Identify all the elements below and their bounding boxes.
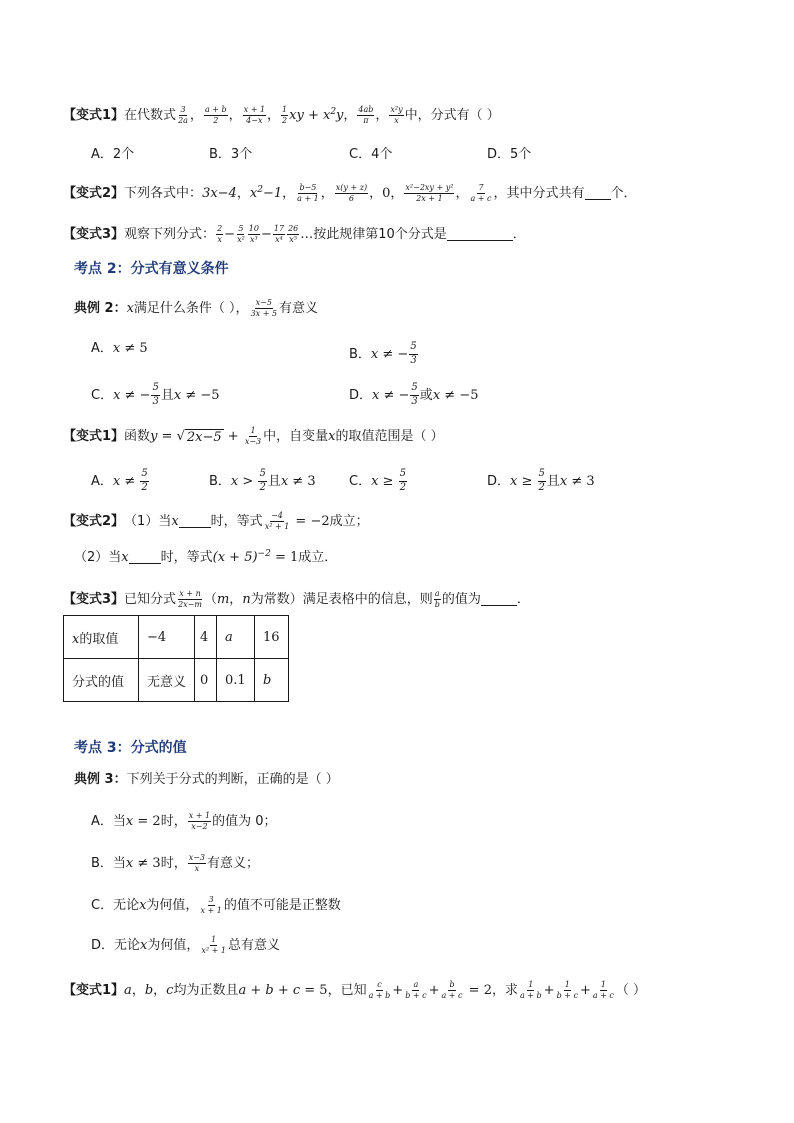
ex3-option-b[interactable]: B．当 x ≠ 3 时， $\frac{x-3}{x}$ 有意义；: [91, 853, 260, 874]
ex3-option-c[interactable]: C．无论 x 为何值， $\frac{3}{x + 1}$ 的值不可能是正整数: [91, 895, 341, 916]
v1-tail: 中，分式有（ ）: [404, 108, 500, 124]
ex2-line: 典例 2： x 满足什么条件（ ）， $\frac{x-5}{3x + 5}$ 有意义: [74, 298, 319, 319]
v22-line1: 【变式2】 （1）当 x 时，等式 $\frac{-4}{\text{x² + 1}}$ = −2 成立；: [63, 511, 369, 532]
v1-option-c[interactable]: C．4个: [349, 147, 393, 162]
kp3-title: 考点 3：分式的值: [74, 740, 187, 756]
table-cell: b: [255, 659, 289, 702]
table-cell: a: [217, 616, 255, 659]
v22-blank-2[interactable]: [129, 552, 161, 564]
v21-mid: 中，自变量: [263, 429, 329, 445]
v1-line: 【变式1】 在代数式 $\frac{3}{2a}$ ， $\frac{a + b}{2}$ ， $\frac{x + 1}{4-x}$ ， $\frac{1}{2}$ xy + $x^2y$ ， $\frac{4ab}{\pi}$ ， $\frac{\text{x²y}}{x}$ 中，分式有（ ）: [63, 105, 500, 126]
v31-line: 【变式1】 a ， b ， c 均为正数且 a + b + c = 5 ，已知 $\frac{c}{a + b}$ + $\frac{a}{b + c}$ + $\frac{b}{a + c}$ = 2 ，求 $\frac{1}{a + b}$ + $\frac{1}{b + c}$ + $\frac{1}{a + c}$ （ ）: [63, 980, 647, 1001]
info-table: [63, 615, 289, 702]
table-row1-head: x的取值: [64, 616, 139, 659]
v21-tail: 的取值范围是（ ）: [335, 429, 444, 445]
ex2-tag: 典例 2：: [74, 301, 127, 317]
table-cell: 4: [195, 616, 217, 659]
v21-option-a[interactable]: A． x ≠ $\frac{5}{2}$: [91, 468, 148, 493]
table-row: [64, 616, 289, 659]
frac-a-plus-b-over-2: $\frac{a + b}{2}$: [204, 105, 227, 126]
ex2-tail: 有意义: [279, 301, 319, 317]
v3-answer-blank[interactable]: [447, 229, 513, 241]
v2-answer-blank[interactable]: [585, 188, 611, 200]
v2-line: 【变式2】 下列各式中： 3x−4 ， $x^2-1$ ， $\frac{b-5}{a + 1}$ ， $\frac{x(y + z)}{6}$ ， 0 ， $\frac{\text{x²−2xy + y²}}{2x + 1}$ ， $\frac{7}{a + c}$ ，其中分式共有 个．: [63, 183, 637, 204]
frac-4ab-over-pi: $\frac{4ab}{\pi}$: [358, 105, 374, 126]
frac-x2y-over-x: $\frac{\text{x²y}}{x}$: [390, 105, 403, 126]
v23-line: 【变式3】 已知分式 $\frac{x + n}{2x-m}$ （ m ， n 为常数）满足表格中的信息，则 $\frac{a}{b}$ 的值为 ．: [63, 589, 530, 610]
v1-lead: 在代数式: [124, 108, 177, 124]
v1-tag: 【变式1】: [63, 108, 125, 124]
v21-option-d[interactable]: D． x ≥ $\frac{5}{2}$ 且 x ≠ 3: [487, 468, 595, 493]
v21-option-c[interactable]: C． x ≥ $\frac{5}{2}$: [349, 468, 406, 493]
ex3-option-a[interactable]: A．当 x = 2 时， $\frac{x + 1}{x-2}$ 的值为 0；: [91, 811, 277, 832]
ex2-lead: 满足什么条件（ ），: [133, 301, 249, 317]
v3-tag: 【变式3】: [63, 227, 125, 243]
ex2-option-d[interactable]: D． x ≠ − $\frac{5}{3}$ 或 x ≠ −5: [349, 382, 479, 407]
v3-tail: 按此规律第10个分式是: [313, 227, 447, 243]
table-cell: 无意义: [139, 659, 195, 702]
kp2-title: 考点 2：分式有意义条件: [74, 261, 229, 277]
table-cell: 16: [255, 616, 289, 659]
v21-tag: 【变式1】: [63, 429, 125, 445]
v21-line: 【变式1】 函数 y = √ 2x−5 + $\frac{1}{x-3}$ 中，自变量 x 的取值范围是（ ）: [63, 426, 444, 447]
v3-end: ．: [512, 227, 526, 243]
v22-tag: 【变式2】: [63, 514, 125, 530]
table-cell: 0.1: [217, 659, 255, 702]
v2-tail: ，其中分式共有: [493, 186, 585, 202]
v22-line2: （2）当 x 时，等式 $(x + 5)^{-2}$ = 1 成立．: [74, 549, 338, 565]
v22-blank-1[interactable]: [179, 516, 211, 528]
frac-3-over-2a: $\frac{3}{2a}$: [178, 105, 188, 126]
v31-tag: 【变式1】: [63, 983, 125, 999]
ex2-option-c[interactable]: C． x ≠ − $\frac{5}{3}$ 且 x ≠ −5: [91, 382, 220, 407]
v2-end: 个．: [610, 186, 637, 202]
v23-tag: 【变式3】: [63, 592, 125, 608]
expr-xy-x2y: xy + $x^2y$: [289, 107, 344, 124]
v2-lead: 下列各式中：: [124, 186, 203, 202]
sqrt-2x-minus-5: √ 2x−5: [176, 429, 222, 446]
v21-option-b[interactable]: B． x > $\frac{5}{2}$ 且 x ≠ 3: [209, 468, 316, 493]
v3-line: 【变式3】 观察下列分式： $\frac{2}{x}$ − $\frac{5}{\text{x²}}$ $\frac{10}{\text{x³}}$ − $\frac{17}{\text{x⁴}}$ $\frac{26}{\text{x⁵}}$ … 按此规律第10个分式是 ．: [63, 224, 526, 245]
ex2-option-a[interactable]: A． x ≠ 5: [91, 341, 148, 356]
v1-option-a[interactable]: A．2个: [91, 147, 135, 162]
ex3-option-d[interactable]: D．无论 x 为何值， $\frac{1}{\text{x² + 1}}$ 总有意义: [91, 935, 280, 956]
frac-x-plus-1-over-4-minus-x: $\frac{x + 1}{4-x}$: [243, 105, 266, 126]
table-cell: −4: [139, 616, 195, 659]
table-row: [64, 659, 289, 702]
frac-half: $\frac{1}{2}$: [282, 105, 288, 126]
table-row2-head: 分式的值: [64, 659, 139, 702]
ex3-tag: 典例 3：: [74, 772, 127, 787]
v21-lead: 函数: [124, 429, 151, 445]
v1-option-d[interactable]: D．5个: [487, 147, 532, 162]
v2-tag: 【变式2】: [63, 186, 125, 202]
ex3-line: 典例 3： 下列关于分式的判断，正确的是（ ）: [74, 772, 339, 787]
ex2-option-b[interactable]: B． x ≠ − $\frac{5}{3}$: [349, 341, 417, 366]
v1-option-b[interactable]: B．3个: [209, 147, 253, 162]
v3-lead: 观察下列分式：: [124, 227, 216, 243]
table-cell: 0: [195, 659, 217, 702]
v23-answer-blank[interactable]: [481, 594, 517, 606]
